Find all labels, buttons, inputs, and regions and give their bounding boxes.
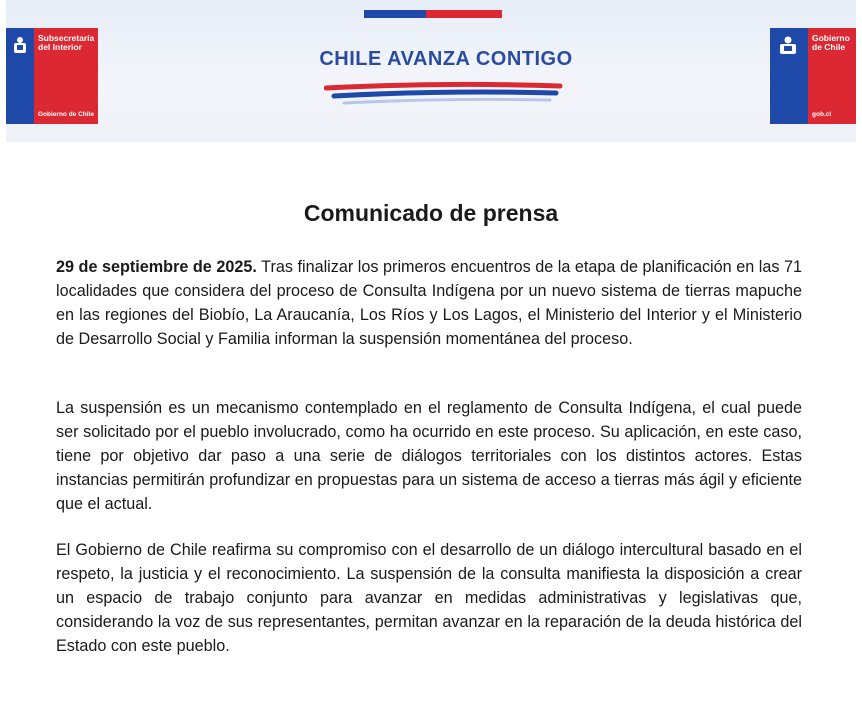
paragraph-3: El Gobierno de Chile reafirma su compromiso con el desarrollo de un diálogo intercultural basado en el respeto, la justicia y el reconocimiento. La suspensión de la consulta manifiesta la disposición a crear un espacio de trabajo conjunto para avanzar en medidas administrativas y legislativas que, considerando la voz de sus representantes, permitan avanzar en la reparación de la deuda histórica del Estado con este pueblo.	[56, 541, 802, 655]
logo-left-line1: Subsecretaría	[38, 33, 95, 43]
logo-right-footer: gob.cl	[812, 111, 832, 118]
logo-right-line1: Gobierno	[812, 33, 850, 43]
coat-of-arms-icon	[10, 34, 30, 56]
gobierno-logo	[770, 28, 856, 124]
swoosh-graphic	[324, 80, 564, 106]
slogan: CHILE AVANZA CONTIGO	[319, 48, 573, 70]
paragraph-1	[56, 255, 802, 351]
paragraph-1-text: Tras finalizar los primeros encuentros de la etapa de planificación en las 71 localidades que considera del proceso de Consulta Indígena por un nuevo sistema de tierras mapuche en las regiones del Biobío, La Araucanía, Los Ríos y Los Lagos, el Ministerio del Interior y el Ministerio de Desarrollo Social y Familia informan la suspensión momentánea del proceso.	[56, 258, 803, 348]
press-date: 29 de septiembre de 2025.	[56, 258, 257, 276]
coat-of-arms-icon	[774, 34, 802, 58]
paragraph-2: La suspensión es un mecanismo contemplado en el reglamento de Consulta Indígena, el cual puede ser solicitado por el pueblo involucrado, como ha ocurrido en este proceso. Su aplicación, en este caso, tiene por objetivo dar paso a una serie de diálogos territoriales con los distintos actores. Estas instancias permitirán profundizar en propuestas para un sistema de acceso a tierras más ágil y eficiente que el actual.	[56, 399, 802, 513]
logo-left-footer: Gobierno de Chile	[38, 111, 94, 118]
logo-right-line2: de Chile	[812, 42, 846, 52]
header-banner	[6, 0, 856, 142]
page-title: Comunicado de prensa	[303, 200, 559, 226]
subsecretaria-logo	[6, 28, 98, 124]
flag-strip	[364, 10, 502, 18]
logo-left-line2: del Interior	[38, 42, 82, 52]
